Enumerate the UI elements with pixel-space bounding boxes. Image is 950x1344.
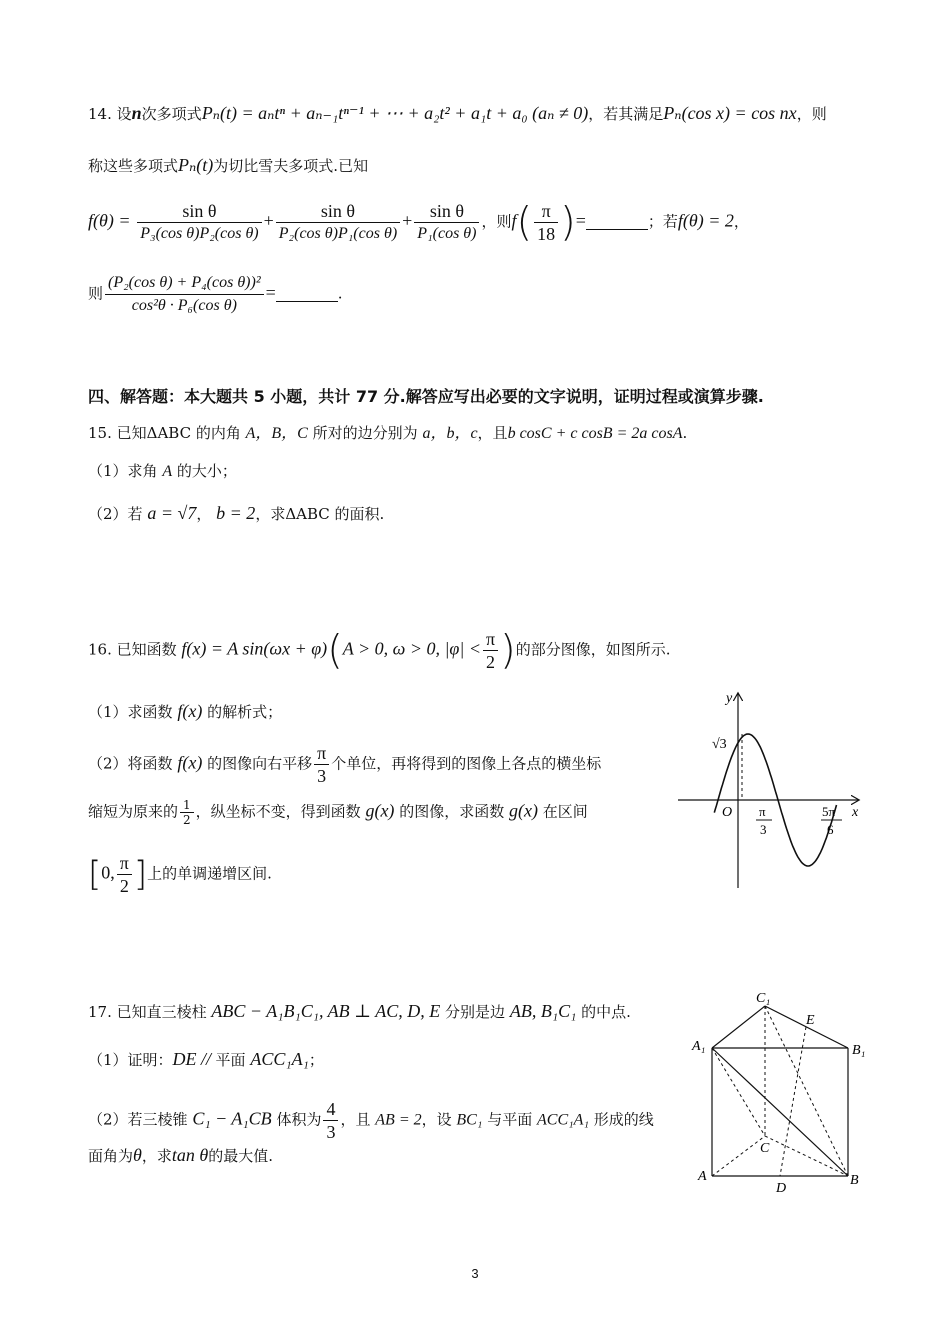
- q17-l1b: ABC − A₁B₁C₁, AB ⊥ AC, D, E: [211, 1001, 441, 1021]
- q17-p2a: （2）若三棱锥: [88, 1110, 188, 1129]
- q14-intro: 设: [116, 105, 132, 123]
- label-C: C: [760, 1141, 770, 1156]
- q16-interval-line: [0, $\frac{\pi}{2}$ ]上的单调递增区间.: [88, 853, 272, 896]
- q14-if: ；若: [647, 212, 678, 231]
- q17-p2i: ACC₁A₁: [537, 1111, 590, 1129]
- graph-fivepi: 5π: [822, 804, 836, 819]
- q17-p1d: ACC₁A₁: [250, 1049, 309, 1069]
- q14-frac2-den: P₂(cos θ)P₁(cos θ): [276, 222, 400, 245]
- label-A: A: [698, 1169, 707, 1184]
- q15-l1f: .: [682, 424, 688, 442]
- section-heading: 四、解答题：本大题共 5 小题，共计 77 分.解答应写出必要的文字说明，证明过程或演算步骤.: [88, 387, 764, 406]
- q16-pi3: [314, 742, 329, 787]
- q14-formula-ratio: [88, 272, 343, 317]
- label-B1: B₁: [852, 1043, 866, 1058]
- q14-f-at: f: [511, 210, 517, 231]
- q16-p3-gx2: g(x): [509, 800, 538, 821]
- q16-p1-fx: f(x): [177, 701, 203, 721]
- q15-p2c: ，: [196, 505, 212, 523]
- q16-l1f: f(x) = A sin(ωx + φ): [181, 638, 328, 659]
- graph-x-label: x: [852, 805, 859, 820]
- q17-p2d: ，且: [340, 1110, 371, 1129]
- label-B: B: [850, 1173, 859, 1188]
- q16-pi: π: [485, 629, 496, 649]
- q17-p3b: θ: [133, 1145, 142, 1165]
- q14-pi: π: [541, 201, 551, 221]
- q15-p2b: a = √7: [147, 503, 197, 523]
- q15-part2: [88, 502, 384, 525]
- q16-sine-graph: [672, 682, 872, 892]
- q14-f-def: f(θ) =: [88, 210, 131, 231]
- q17-p3c: ，求: [141, 1147, 172, 1165]
- q14-plus2: +: [402, 210, 413, 231]
- q17-l1a: 17. 已知直三棱柱: [88, 1003, 207, 1021]
- q15-l1d: a，b，c: [422, 425, 478, 442]
- graph-y-label: y: [726, 691, 733, 706]
- q16-p3b: ，纵坐标不变，得到函数: [195, 802, 361, 821]
- q16-p3d: 在区间: [542, 802, 588, 821]
- q15-p2a: （2）若: [88, 505, 143, 523]
- graph-three: 3: [760, 822, 767, 837]
- q14-period: .: [337, 284, 343, 303]
- q17-p1b: DE //: [172, 1049, 216, 1069]
- q16-p2a: （2）将函数: [88, 754, 173, 773]
- q16-p2b: 的图像向右平移: [207, 754, 313, 773]
- q17-part2: [88, 1098, 654, 1143]
- q15-p2d: b = 2: [216, 503, 256, 523]
- q14-eq1: =: [575, 210, 586, 231]
- q14-pt: Pₙ(t): [178, 155, 214, 175]
- q15-l1-eq: b cosC + c cosB = 2a cosA: [507, 425, 683, 442]
- q15-l1e: ，且: [477, 424, 508, 442]
- q14-plus1: +: [263, 210, 274, 231]
- q14-eq2: =: [265, 282, 276, 303]
- q16-l1-cond: A > 0, ω > 0, |φ| <: [342, 638, 481, 659]
- q14-frac3-num: sin θ: [429, 201, 464, 221]
- q14-blank1: [586, 215, 648, 230]
- q17-p2f: ，设: [421, 1110, 452, 1129]
- q16-part2: [88, 742, 601, 787]
- q17-part1: [88, 1048, 324, 1071]
- q17-p2h: 与平面: [487, 1110, 533, 1129]
- q16-half-num: 1: [183, 798, 191, 812]
- q14-then: ，则: [481, 212, 512, 231]
- q16-p1b: 的解析式；: [207, 703, 283, 721]
- q14-number: 14.: [88, 105, 112, 123]
- q16-pi2: [483, 628, 498, 673]
- q17-l1e: 的中点.: [581, 1003, 631, 1021]
- q16-part1: [88, 700, 282, 723]
- q16-interval-end: [117, 852, 132, 897]
- q14-frac1-den: P₃(cos θ)P₂(cos θ): [137, 222, 261, 245]
- q17-l1d: AB, B₁C₁: [509, 1001, 577, 1021]
- q14-frac3: [414, 200, 479, 245]
- label-A1: A₁: [692, 1039, 706, 1054]
- q14-intro2: 次多项式: [141, 105, 202, 123]
- q14-line2-post: 为切比雪夫多项式.已知: [213, 157, 369, 175]
- q17-p2b: C₁ − A₁CB: [192, 1108, 272, 1129]
- q16-p2-fx: f(x): [177, 752, 203, 773]
- q16-line1: 16. 已知函数 f(x) = A sin(ωx + φ)(A > 0, ω > 0, |φ| < $\frac{\pi}{2}$ )的部分图像，如图所示.: [88, 627, 671, 674]
- segment-DE: [780, 1027, 806, 1176]
- q14-line2-pre: 称这些多项式: [88, 157, 179, 175]
- q14-ratio-num: (P₂(cos θ) + P₄(cos θ))²: [108, 274, 261, 291]
- q16-p2c: 个单位，再将得到的图像上各点的横坐标: [331, 754, 602, 773]
- q17-p3d: tan θ: [171, 1145, 209, 1165]
- page-number: 3: [471, 1266, 479, 1281]
- q16-half-den: 2: [180, 812, 194, 827]
- q17-p2j: 形成的线: [593, 1110, 654, 1129]
- q17-four: 4: [326, 1099, 336, 1119]
- q14-eighteen: 18: [534, 222, 558, 245]
- q14-blank2: [276, 287, 338, 302]
- segment-C1B: [765, 1006, 848, 1176]
- q17-p1c: 平面: [215, 1051, 246, 1069]
- q15-l1b: A，B，C: [245, 425, 308, 442]
- q17-p3e: 的最大值.: [208, 1147, 273, 1165]
- q16-half: [180, 798, 194, 827]
- q14-line1: [88, 102, 827, 125]
- graph-six: 6: [827, 822, 834, 837]
- label-C1: C₁: [756, 991, 771, 1006]
- q14-cond: Pₙ(cos x) = cos nx: [663, 103, 797, 123]
- q16-p3a: 缩短为原来的: [88, 802, 179, 821]
- q16-two: 2: [483, 650, 498, 673]
- q14-ratio-den: cos²θ · P₆(cos θ): [105, 294, 264, 317]
- edge-A1C1: [712, 1006, 765, 1048]
- q14-line2: [88, 154, 368, 177]
- q15-l1c: 所对的边分别为: [312, 424, 418, 442]
- q14-cond-post: ，则: [796, 105, 827, 123]
- q16-p3c: 的图像，求函数: [399, 802, 505, 821]
- q14-ze: 则: [88, 284, 104, 303]
- q16-p4b: 上的单调递增区间.: [147, 864, 272, 883]
- q17-p3a: 面角为: [88, 1147, 134, 1165]
- q17-p2g: BC₁: [456, 1111, 483, 1129]
- label-E: E: [806, 1013, 815, 1028]
- q17-p2e: AB = 2: [375, 1111, 422, 1129]
- graph-origin: O: [722, 805, 733, 820]
- q15-part1: [88, 460, 237, 483]
- segment-A1C: [712, 1048, 765, 1136]
- label-D: D: [776, 1181, 787, 1196]
- q14-poly: Pₙ(t) = aₙtⁿ + aₙ₋₁tⁿ⁻¹ + ⋯ + a₂t² + a₁t + a₀ (aₙ ≠ 0): [201, 103, 589, 123]
- q17-four-thirds: [323, 1098, 338, 1143]
- q15-p1a: （1）求角: [88, 462, 158, 480]
- q14-cond-pre: ，若其满足: [588, 105, 664, 123]
- q17-p1a: （1）证明：: [88, 1051, 173, 1069]
- q14-comma: ，: [733, 212, 749, 231]
- edge-AC: [712, 1136, 765, 1176]
- q14-ratio: [105, 272, 264, 317]
- q16-interval-start: 0,: [101, 862, 115, 883]
- q16-int-pi: π: [119, 853, 129, 873]
- segment-A1B: [712, 1048, 848, 1176]
- q15-l1a: 15. 已知ΔABC 的内角: [88, 424, 241, 442]
- graph-pi: π: [759, 804, 766, 819]
- q17-part2-cont: [88, 1144, 273, 1167]
- q16-pi3-den: 3: [314, 764, 329, 787]
- q16-pi3-num: π: [317, 743, 327, 763]
- q14-frac2-num: sin θ: [320, 201, 356, 221]
- q15-p2e: ，求ΔABC 的面积.: [255, 505, 385, 523]
- graph-sqrt3: √3: [712, 737, 727, 752]
- q14-f-cond: f(θ) = 2: [677, 210, 734, 231]
- q14-frac1-num: sin θ: [182, 201, 217, 221]
- q14-formula-f: f(θ) = $\frac{\text{sin θ}}{\text{P₃(cos θ)P₂(cos θ)}}$ + $\frac{\text{sin θ}}{\text{P₂(cos θ)P₁(cos θ)}}$ + $\frac{\text{sin θ}}{\text{P₁(cos θ)}}$ ，则f( $\frac{\pi}{18}$ )= ；若f(θ) = 2，: [88, 199, 749, 246]
- q17-line1: [88, 1000, 631, 1023]
- q15-p1c: 的大小；: [176, 462, 237, 480]
- q14-frac3-den: P₁(cos θ): [414, 222, 479, 245]
- edge-CB: [765, 1136, 848, 1176]
- q16-int-two: 2: [117, 874, 132, 897]
- q17-p1e: ；: [308, 1051, 324, 1069]
- q14-frac1: [137, 200, 261, 245]
- q14-n: n: [131, 103, 142, 123]
- q15-line1: [88, 422, 687, 445]
- q16-part2-cont: [88, 798, 588, 827]
- q14-pi18: [534, 200, 558, 245]
- q17-prism-figure: [690, 986, 880, 1196]
- q14-frac2: [276, 200, 400, 245]
- q17-three: 3: [323, 1120, 338, 1143]
- q17-p2c: 体积为: [276, 1110, 322, 1129]
- q15-p1b: A: [162, 463, 173, 480]
- q16-p1a: （1）求函数: [88, 703, 173, 721]
- q16-l1a: 16. 已知函数: [88, 640, 177, 659]
- q16-p3-gx1: g(x): [365, 800, 395, 821]
- q17-l1c: 分别是边: [445, 1003, 506, 1021]
- q16-l1b: 的部分图像，如图所示.: [515, 640, 671, 659]
